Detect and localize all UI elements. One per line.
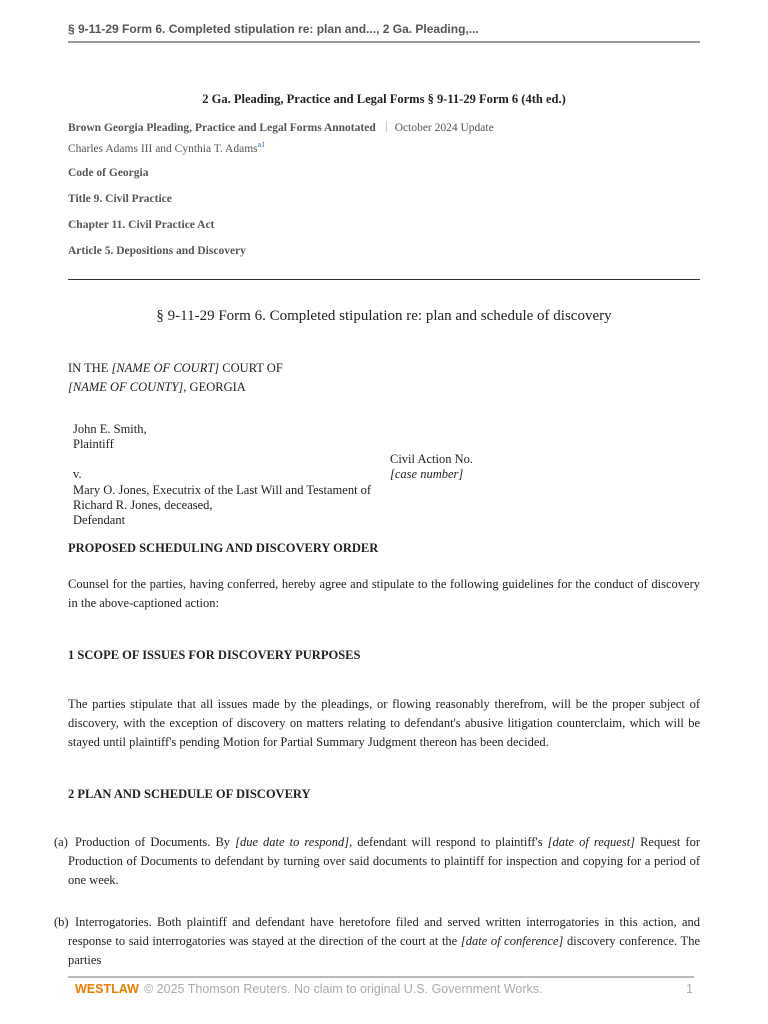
defendant-role: Defendant: [73, 513, 126, 527]
intro-paragraph: Counsel for the parties, having conferred, hereby agree and stipulate to the following guidelines for the conduct of discovery in the above-captioned action:: [68, 577, 700, 610]
title-label: Title 9. Civil Practice: [68, 193, 172, 205]
conference-date-placeholder: [date of conference]: [460, 934, 564, 948]
civil-action-label: Civil Action No.: [390, 452, 473, 466]
case-number-placeholder: [case number]: [390, 467, 464, 481]
update-date: October 2024 Update: [394, 122, 494, 134]
section-1-heading: 1 SCOPE OF ISSUES FOR DISCOVERY PURPOSES: [68, 648, 361, 662]
defendant-line-2: Richard R. Jones, deceased,: [73, 498, 213, 512]
court-line-2: [NAME OF COUNTY], GEORGIA: [68, 380, 246, 394]
plaintiff-name: John E. Smith,: [73, 422, 147, 436]
page-number: 1: [686, 982, 693, 996]
court-name-placeholder: [NAME OF COURT]: [111, 361, 220, 375]
authors: Charles Adams III and Cynthia T. Adams: [68, 142, 258, 155]
westlaw-logo: WESTLAW: [75, 982, 139, 996]
separator: [386, 121, 387, 132]
item-a-text: Production of Documents. By [due date to respond], defendant will respond to plaintiff's [date of request] Request for Production of Documents to defendant by turning over said documents to plaintiff for inspection and copying for a period of one week.: [68, 835, 700, 887]
versus: v.: [73, 467, 82, 481]
county-name-placeholder: [NAME OF COUNTY]: [68, 380, 184, 394]
section-heading: § 9-11-29 Form 6. Completed stipulation re: plan and schedule of discovery: [156, 308, 612, 324]
publication-line: [68, 121, 494, 134]
header-divider: [68, 279, 700, 280]
chapter-label: Chapter 11. Civil Practice Act: [68, 219, 215, 231]
section-2-heading: 2 PLAN AND SCHEDULE OF DISCOVERY: [68, 787, 311, 801]
item-b-text: Interrogatories. Both plaintiff and defendant have heretofore filed and served written interrogatories in this action, and response to said interrogatories was stayed at the direction of the court at the [date of conference] discovery conference. The parties: [68, 915, 700, 967]
order-heading: PROPOSED SCHEDULING AND DISCOVERY ORDER: [68, 541, 379, 555]
code-label: Code of Georgia: [68, 167, 149, 179]
request-date-placeholder: [date of request]: [547, 835, 636, 849]
due-date-placeholder: [due date to respond]: [235, 835, 350, 849]
item-b-label: (b): [54, 915, 69, 929]
authors-line: [68, 140, 265, 155]
section-1-text: The parties stipulate that all issues made by the pleadings, or flowing reasonably therefrom, will be the proper subject of discovery, with the exception of discovery on matters relating to defendant's abusive litigation counterclaim, which will be stayed until plaintiff's pending Motion for Partial Summary Judgment thereon has been decided.: [68, 697, 700, 749]
plaintiff-role: Plaintiff: [73, 437, 114, 451]
footer-divider: [68, 976, 694, 978]
item-a-label: (a): [54, 835, 68, 849]
copyright-notice: © 2025 Thomson Reuters. No claim to original U.S. Government Works.: [144, 982, 543, 996]
article-label: Article 5. Depositions and Discovery: [68, 245, 246, 257]
author-footnote-link[interactable]: a1: [257, 140, 266, 149]
court-line-1: IN THE [NAME OF COURT] COURT OF: [68, 361, 283, 375]
defendant-line-1: Mary O. Jones, Executrix of the Last Will and Testament of: [73, 483, 372, 497]
document-title: 2 Ga. Pleading, Practice and Legal Forms § 9-11-29 Form 6 (4th ed.): [202, 92, 566, 106]
running-header: § 9-11-29 Form 6. Completed stipulation re: plan and..., 2 Ga. Pleading,...: [68, 22, 700, 43]
publication-name: Brown Georgia Pleading, Practice and Legal Forms Annotated: [68, 122, 376, 134]
